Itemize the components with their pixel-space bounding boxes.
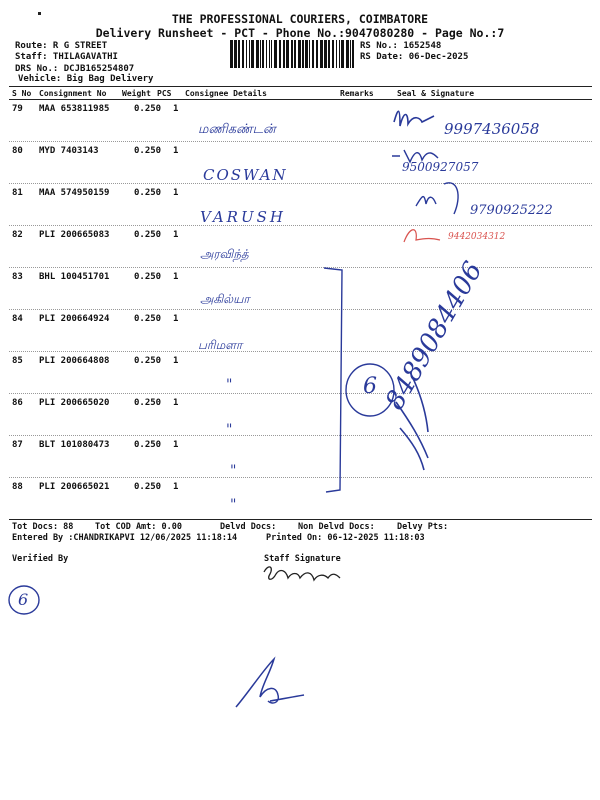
row-sno: 88 [12, 482, 23, 492]
row-sno: 86 [12, 398, 23, 408]
row-weight: 0.250 [134, 398, 162, 408]
vehicle-label: Vehicle: Big Bag Delivery [18, 74, 154, 84]
group-phone-handwriting: 8489084406 [380, 256, 489, 415]
total-cod: Tot COD Amt: 0.00 [95, 522, 182, 532]
drs-number: DRS No.: DCJB165254807 [15, 64, 135, 74]
row-sno: 80 [12, 146, 23, 156]
row-pcs: 1 [173, 104, 179, 114]
consignee-handwriting: COSWAN [203, 166, 288, 184]
ditto-mark: " [230, 463, 237, 479]
consignee-handwriting: மணிகண்டன் [198, 122, 276, 137]
row-sno: 84 [12, 314, 23, 324]
ditto-mark: " [226, 377, 233, 393]
runsheet-subtitle: Delivery Runsheet - PCT - Phone No.:9047080280 - Page No.:7 [95, 26, 505, 40]
row-consignment: MYD 7403143 [39, 146, 99, 156]
ditto-mark: " [230, 497, 237, 513]
consignee-handwriting: பரிமளா [198, 338, 243, 352]
row-pcs: 1 [173, 272, 179, 282]
row-sno: 85 [12, 356, 23, 366]
phone-handwriting: 9500927057 [402, 160, 479, 174]
row-pcs: 1 [173, 398, 179, 408]
row-consignment: PLI 200665021 [39, 482, 110, 492]
phone-handwriting: 9442034312 [448, 232, 506, 242]
staff-signature-label: Staff Signature [264, 554, 341, 564]
row-pcs: 1 [173, 230, 179, 240]
consignee-handwriting: அகில்யா [200, 292, 250, 306]
row-sno: 79 [12, 104, 23, 114]
circled-count: 6 [363, 374, 377, 399]
row-sno: 82 [12, 230, 23, 240]
rs-date: RS Date: 06-Dec-2025 [360, 52, 469, 62]
col-remarks: Remarks [340, 89, 374, 98]
row-weight: 0.250 [134, 440, 162, 450]
staff-signature-image [260, 560, 360, 590]
row-weight: 0.250 [134, 104, 162, 114]
total-docs: Tot Docs: 88 [12, 522, 74, 532]
row-consignment: MAA 653811985 [39, 104, 110, 114]
col-weight: Weight [122, 89, 151, 98]
ditto-mark: " [226, 422, 233, 438]
row-sno: 81 [12, 188, 23, 198]
footer-rule [9, 519, 592, 520]
rs-number: RS No.: 1652548 [360, 41, 442, 51]
consignee-handwriting: அரவிந்த் [200, 247, 249, 261]
col-consignment: Consignment No [39, 89, 107, 98]
verified-by-label: Verified By [12, 554, 69, 564]
circled-page-number: 6 [18, 590, 29, 609]
row-weight: 0.250 [134, 314, 162, 324]
staff-label: Staff: THILAGAVATHI [15, 52, 118, 62]
row-consignment: BHL 100451701 [39, 272, 110, 282]
col-signature: Seal & Signature [397, 89, 475, 98]
row-consignment: PLI 200664808 [39, 356, 110, 366]
row-weight: 0.250 [134, 272, 162, 282]
row-pcs: 1 [173, 146, 179, 156]
non-delivered-docs: Non Delvd Docs: [298, 522, 375, 532]
col-sno: S No [12, 89, 32, 98]
barcode-image [230, 40, 358, 68]
row-weight: 0.250 [134, 146, 162, 156]
row-consignment: BLT 101080473 [39, 440, 110, 450]
printed-on: Printed On: 06-12-2025 11:18:03 [266, 533, 425, 543]
row-weight: 0.250 [134, 356, 162, 366]
phone-handwriting: 9997436058 [444, 120, 540, 138]
row-consignment: MAA 574950159 [39, 188, 110, 198]
row-pcs: 1 [173, 314, 179, 324]
delivery-points: Delvy Pts: [397, 522, 449, 532]
row-weight: 0.250 [134, 188, 162, 198]
row-consignment: PLI 200664924 [39, 314, 110, 324]
row-sno: 83 [12, 272, 23, 282]
row-sno: 87 [12, 440, 23, 450]
consignee-handwriting: VARUSH [200, 208, 286, 226]
header-rule-top [9, 86, 592, 87]
row-pcs: 1 [173, 482, 179, 492]
row-pcs: 1 [173, 356, 179, 366]
delivered-docs: Delvd Docs: [220, 522, 277, 532]
col-pcs: PCS [157, 89, 172, 98]
verifier-initial [230, 655, 310, 715]
phone-handwriting: 9790925222 [470, 203, 553, 218]
row-consignment: PLI 200665083 [39, 230, 110, 240]
col-consignee: Consignee Details [185, 89, 267, 98]
entered-by: Entered By :CHANDRIKAPVI 12/06/2025 11:18:14 [12, 533, 238, 543]
row-consignment: PLI 200665020 [39, 398, 110, 408]
row-weight: 0.250 [134, 230, 162, 240]
row-pcs: 1 [173, 188, 179, 198]
row-weight: 0.250 [134, 482, 162, 492]
row-pcs: 1 [173, 440, 179, 450]
company-title: THE PROFESSIONAL COURIERS, COIMBATORE [171, 12, 429, 26]
route-label: Route: R G STREET [15, 41, 108, 51]
